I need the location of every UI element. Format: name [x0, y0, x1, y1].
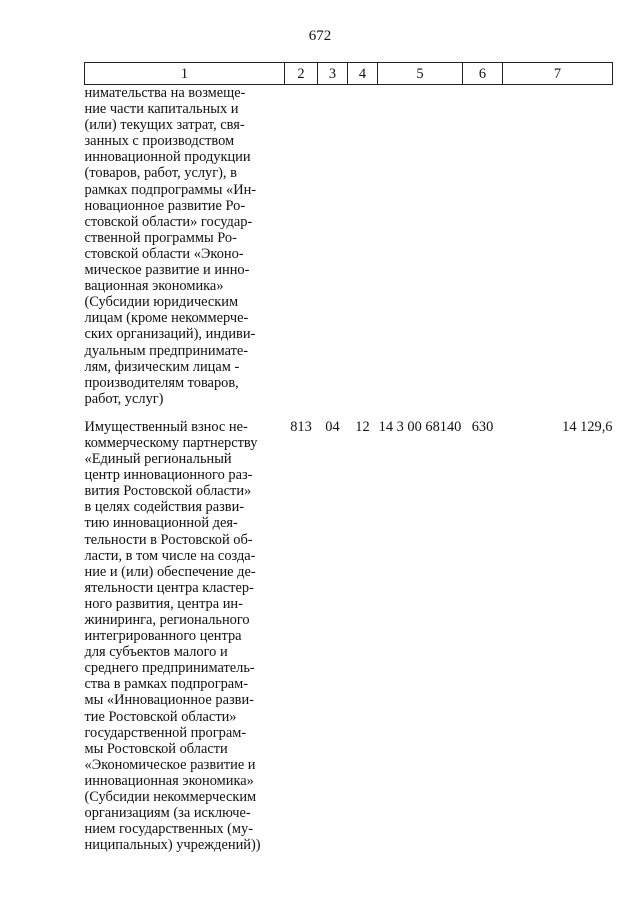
- column-header: 1: [85, 63, 285, 85]
- expense-type-code: [463, 85, 503, 417]
- target-article-code: [378, 85, 463, 417]
- column-header: 4: [348, 63, 378, 85]
- ministry-code: [285, 85, 318, 417]
- header-row: [85, 63, 613, 85]
- row-description: нимательства на возмеще- ние части капитальных и (или) текущих затрат, свя- занных с производством инновационной продукции (товаров, работ, услуг), в рамках подпрограммы «Ин- новационное развитие Ро- стовской области» государ- ственной программы Ро- стовской области «Эконо- мическое развитие и инно- вационная экономика» (Субсидии юридическим лицам (кроме некоммерче- ских организаций), индиви- дуальным предпринимате- лям, физическим лицам - производителям товаров, работ, услуг): [84, 85, 257, 407]
- section-code: [318, 85, 348, 417]
- column-header: 2: [285, 63, 318, 85]
- expense-type-code: 630: [471, 418, 494, 435]
- subsection-code: 12: [355, 418, 370, 435]
- subsection-code: [348, 85, 378, 417]
- budget-table: [84, 62, 613, 853]
- table-row: [85, 85, 613, 417]
- section-code: 04: [325, 418, 340, 435]
- row-description: Имущественный взнос не- коммерческому партнерству «Единый региональный центр инновационного раз- вития Ростовской области» в целях содействия разви- тию инновационной дея- тельности в Ростовской об- ласти, в том числе на созда- ние и (или) обеспечение де- ятельности центра кластер- ного развития, центра ин- жиниринга, регионального интегрированного центра для субъектов малого и среднего предприниматель- ства в рамках подпрограм- мы «Инновационное разви- тие Ростовской области» государственной програм- мы Ростовской области «Экономическое развитие и инновационная экономика» (Субсидии некоммерческим организациям (за исключе- нием государственных (му- ниципальных) учреждений)): [84, 418, 261, 854]
- table-row: [85, 417, 613, 854]
- ministry-code: 813: [290, 418, 312, 435]
- column-header: 3: [318, 63, 348, 85]
- page-number: 672: [308, 28, 332, 44]
- amount: 14 129,6: [562, 418, 613, 435]
- column-header: 6: [463, 63, 503, 85]
- target-article-code: 14 3 00 68140: [378, 418, 462, 435]
- amount: [503, 85, 613, 417]
- column-header: 5: [378, 63, 463, 85]
- column-header: 7: [503, 63, 613, 85]
